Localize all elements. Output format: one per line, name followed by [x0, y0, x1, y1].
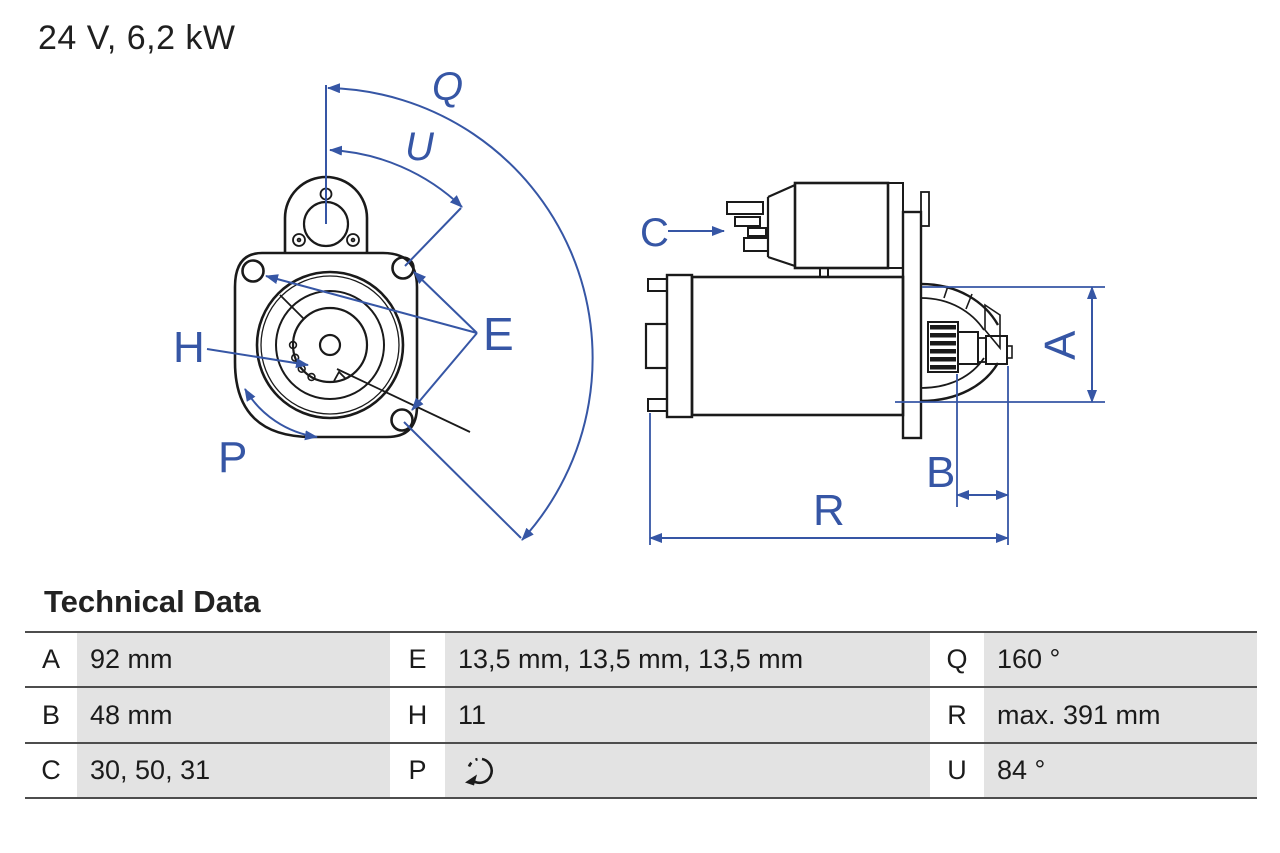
label-c: C	[640, 211, 669, 255]
label-p: P	[218, 433, 248, 482]
dimension-value: 84 °	[984, 744, 1257, 797]
dimension-value: max. 391 mm	[984, 688, 1257, 741]
dimension-value: 48 mm	[77, 688, 390, 741]
dimension-key: U	[930, 744, 984, 797]
label-a: A	[1036, 330, 1085, 360]
pinion-gear-teeth	[930, 325, 956, 370]
label-r: R	[813, 486, 845, 535]
dimension-key: R	[930, 688, 984, 741]
dimension-key: E	[390, 633, 445, 686]
label-h: H	[173, 323, 205, 372]
label-u: U	[405, 125, 434, 169]
dimension-key: P	[390, 744, 445, 797]
technical-data-table	[25, 631, 1257, 799]
dim-arc-U	[330, 150, 462, 207]
label-b: B	[926, 448, 956, 497]
dimension-key: Q	[930, 633, 984, 686]
dimension-key: C	[25, 744, 77, 797]
table-row	[25, 633, 1257, 688]
table-heading: Technical Data	[44, 584, 261, 619]
table-row	[25, 744, 1257, 799]
mount-hole-top-left	[243, 261, 264, 282]
dimension-key: H	[390, 688, 445, 741]
dimension-value	[445, 744, 930, 797]
label-q: Q	[432, 65, 464, 109]
label-e: E	[483, 308, 514, 360]
dimension-key: B	[25, 688, 77, 741]
dimension-key: A	[25, 633, 77, 686]
product-spec-title: 24 V, 6,2 kW	[38, 19, 236, 57]
dimension-value: 11	[445, 688, 930, 741]
dimension-value: 160 °	[984, 633, 1257, 686]
table-row	[25, 688, 1257, 743]
rotation-direction-icon	[458, 750, 498, 790]
front-view	[235, 177, 470, 437]
dimension-value: 92 mm	[77, 633, 390, 686]
dimension-value: 30, 50, 31	[77, 744, 390, 797]
dimension-value: 13,5 mm, 13,5 mm, 13,5 mm	[445, 633, 930, 686]
